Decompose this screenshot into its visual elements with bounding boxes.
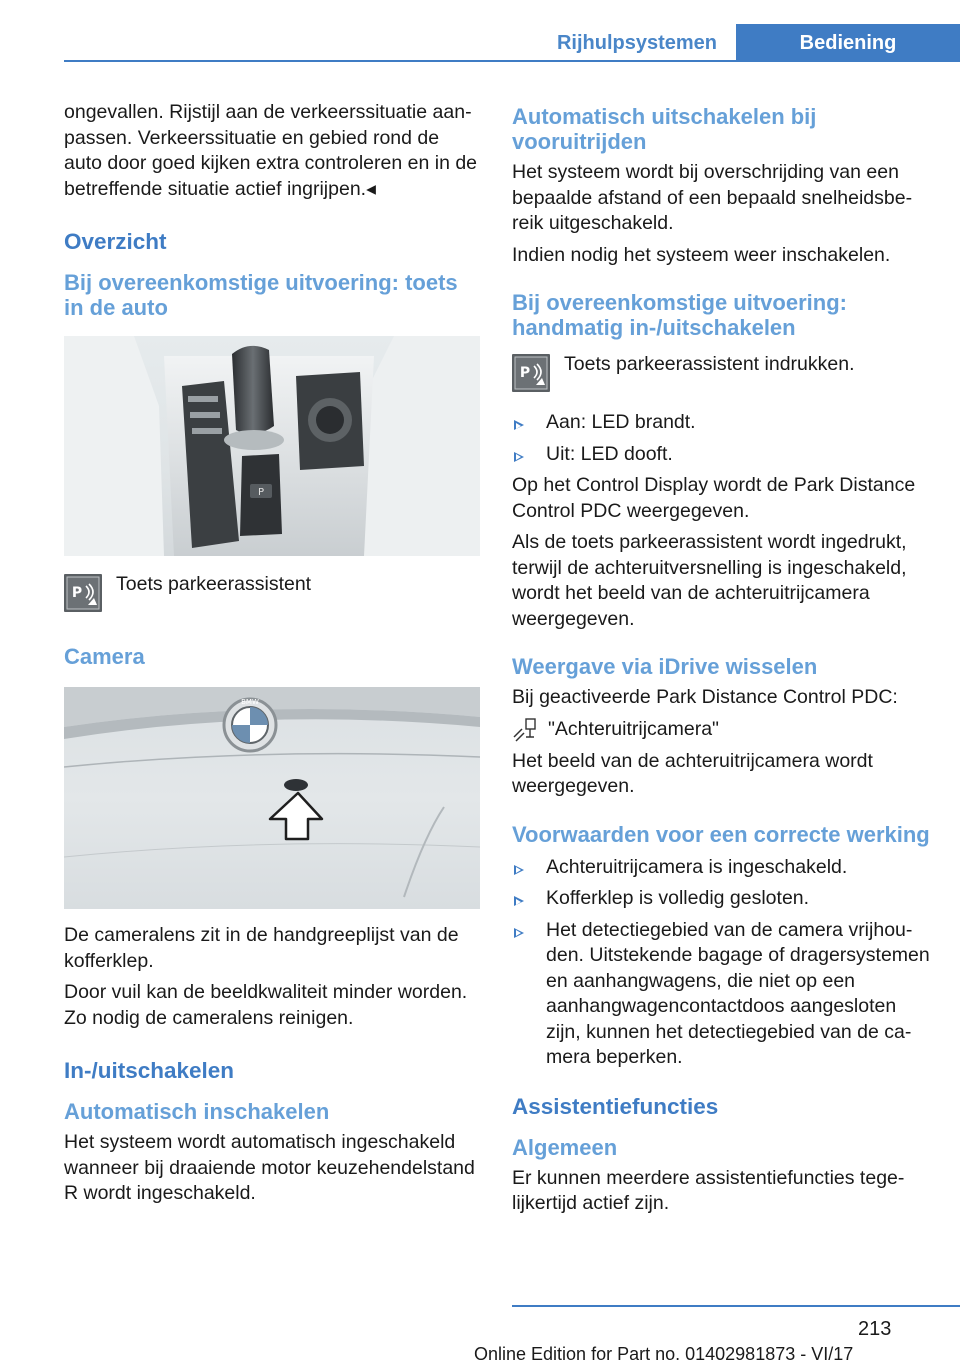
rear-camera-image bbox=[64, 687, 480, 909]
conditions-list bbox=[512, 855, 930, 1071]
list-item: Uit: LED dooft. bbox=[512, 442, 930, 468]
heading-automatisch-inschakelen: Automatisch inschakelen bbox=[64, 1099, 330, 1124]
svg-text:P: P bbox=[71, 585, 83, 601]
svg-text:P: P bbox=[519, 365, 531, 381]
heading-idrive: Weergave via iDrive wisselen bbox=[512, 654, 818, 679]
idrive-option-row bbox=[512, 717, 930, 743]
bmw-badge-label: BMW bbox=[241, 698, 259, 706]
page-number: 213 bbox=[858, 1318, 892, 1340]
heading-voorwaarden: Voorwaarden voor een correcte werking bbox=[512, 821, 930, 847]
intro-paragraph: ongevallen. Rijstijl aan de verkeerssituatie aanpassen. Verkeerssituatie en gebied rond de auto door goed kijken extra controleren en in de betreffende situatie actief ingrijpen.◂ bbox=[64, 101, 478, 200]
auto-in-paragraph: Het systeem wordt automatisch ingeschakeld wanneer bij draaiende motor keuzehendelstand R wordt ingeschakeld. bbox=[64, 1131, 475, 1204]
auto-uit-paragraph-1: Het systeem wordt bij overschrijding van een bepaalde afstand of een bepaald snelheidsbereik uitgeschakeld. bbox=[512, 161, 913, 234]
caption-text: Toets parkeerassistent bbox=[116, 573, 312, 595]
idrive-option-label: "Achteruitrijcamera" bbox=[548, 717, 719, 740]
led-status-list bbox=[512, 410, 930, 467]
toets-parkeerassistent-caption bbox=[64, 572, 480, 616]
step-text: Toets parkeerassistent indrukken. bbox=[564, 353, 855, 375]
list-item: Het detectiegebied van de camera vrijhouden. Uitstekende bagage of dragersystemen en aanhangwagens, die niet op een aanhangwagencontactdoos aangesloten zijn, kunnen het detectiegebied van de camera beperken. bbox=[512, 918, 930, 1071]
camera-paragraph-1: De cameralens zit in de handgreeplijst van de kofferklep. bbox=[64, 924, 459, 972]
beeld-paragraph: Het beeld van de achteruitrijcamera wordt weergegeven. bbox=[512, 749, 873, 797]
edition-note: Online Edition for Part no. 01402981873 - VI/17 bbox=[474, 1344, 854, 1364]
heading-overzicht: Overzicht bbox=[64, 229, 167, 254]
console-p-label: P bbox=[257, 487, 265, 498]
heading-assistentiefuncties: Assistentiefuncties bbox=[512, 1093, 719, 1119]
right-column bbox=[512, 100, 930, 1223]
header-rule bbox=[64, 60, 960, 62]
list-item: Kofferklep is volledig gesloten. bbox=[512, 886, 930, 912]
heading-camera: Camera bbox=[64, 644, 145, 669]
list-item: Aan: LED brandt. bbox=[512, 410, 930, 436]
footer-rule bbox=[512, 1305, 960, 1307]
park-assist-button-icon bbox=[64, 574, 102, 612]
algemeen-paragraph: Er kunnen meerdere assistentiefuncties tegelijkertijd actief zijn. bbox=[512, 1166, 905, 1214]
left-column bbox=[64, 100, 480, 1213]
rear-camera-menu-icon bbox=[512, 717, 542, 748]
auto-uit-paragraph-2: Indien nodig het systeem weer inschakelen. bbox=[512, 243, 891, 266]
heading-handmatig: Bij overeenkomstige uitvoering: handmatig in-/uitschakelen bbox=[512, 290, 847, 340]
idrive-paragraph: Bij geactiveerde Park Distance Control PDC: bbox=[512, 686, 898, 708]
heading-in-uitschakelen: In-/uitschakelen bbox=[64, 1058, 235, 1083]
heading-algemeen: Algemeen bbox=[512, 1134, 618, 1160]
step-toets-indrukken bbox=[512, 352, 930, 396]
heading-toets-in-de-auto: Bij overeenkomstige uitvoering: toets in de auto bbox=[64, 270, 458, 320]
header-section-tab: Rijhulpsystemen bbox=[540, 24, 734, 60]
pdc-paragraph: Op het Control Display wordt de Park Distance Control PDC weergegeven. bbox=[512, 474, 916, 522]
park-assist-button-icon bbox=[512, 354, 550, 392]
rear-camera-illustration bbox=[64, 687, 480, 909]
center-console-image bbox=[64, 336, 480, 556]
list-item: Achteruitrijcamera is ingeschakeld. bbox=[512, 855, 930, 881]
center-console-illustration bbox=[64, 336, 480, 556]
camera-paragraph-2: Door vuil kan de beeldkwaliteit minder worden. Zo nodig de cameralens reinigen. bbox=[64, 981, 468, 1029]
header-chapter-tab: Bediening bbox=[736, 24, 960, 62]
achteruit-paragraph: Als de toets parkeerassistent wordt ingedrukt, terwijl de achteruitversnelling is ingeschakeld, wordt het beeld van de achteruitrijcamera weergegeven. bbox=[512, 531, 907, 630]
heading-automatisch-uitschakelen: Automatisch uitschakelen bij vooruitrijden bbox=[512, 104, 817, 154]
